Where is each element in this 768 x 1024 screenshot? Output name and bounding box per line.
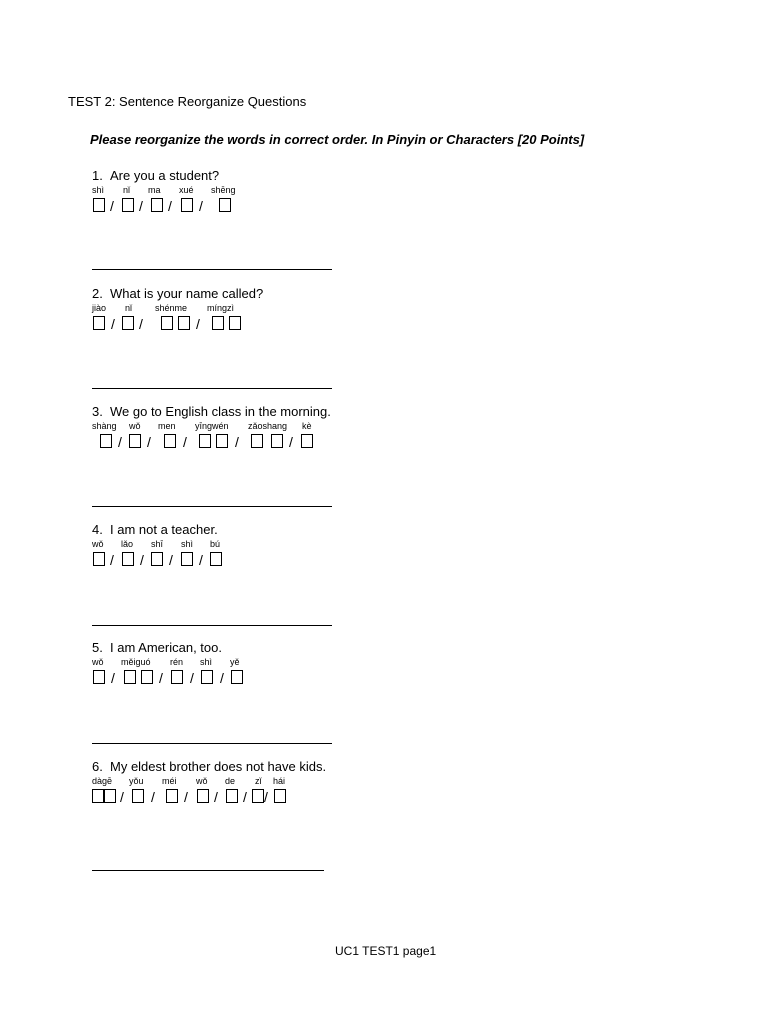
answer-line[interactable] [92, 743, 332, 744]
character-glyph [104, 789, 116, 803]
separator-slash: / [214, 789, 218, 805]
pinyin-word: jiào [92, 303, 107, 313]
character-glyph [251, 434, 263, 448]
pinyin-word: zǐ [255, 776, 262, 786]
pinyin-word: bú [210, 539, 221, 549]
pinyin-word: wǒ [92, 657, 104, 667]
character-glyph [129, 434, 141, 448]
character-glyph [212, 316, 224, 330]
pinyin-word: yīngwén [195, 421, 229, 431]
separator-slash: / [190, 670, 194, 686]
character-glyph [199, 434, 211, 448]
character-row [92, 668, 512, 688]
page-title: TEST 2: Sentence Reorganize Questions [68, 94, 307, 109]
separator-slash: / [139, 316, 143, 332]
character-glyph [229, 316, 241, 330]
pinyin-word: xué [179, 185, 194, 195]
instruction: Please reorganize the words in correct order. In Pinyin or Characters [20 Points] [90, 132, 585, 147]
separator-slash: / [264, 789, 268, 805]
separator-slash: / [120, 789, 124, 805]
character-glyph [231, 670, 243, 684]
character-glyph [271, 434, 283, 448]
character-glyph [164, 434, 176, 448]
separator-slash: / [289, 434, 293, 450]
separator-slash: / [199, 198, 203, 214]
separator-slash: / [110, 552, 114, 568]
character-row [92, 196, 512, 216]
character-glyph [122, 552, 134, 566]
separator-slash: / [243, 789, 247, 805]
character-glyph [274, 789, 286, 803]
pinyin-word: yě [230, 657, 240, 667]
character-glyph [252, 789, 264, 803]
separator-slash: / [147, 434, 151, 450]
question-5 [92, 639, 512, 688]
pinyin-row [92, 302, 512, 314]
pinyin-word: nǐ [125, 303, 133, 313]
question-4 [92, 521, 512, 570]
question-6 [92, 758, 512, 807]
character-glyph [166, 789, 178, 803]
separator-slash: / [140, 552, 144, 568]
page-footer: UC1 TEST1 page1 [335, 944, 437, 958]
pinyin-word: ma [148, 185, 161, 195]
character-glyph [93, 316, 105, 330]
character-glyph [216, 434, 228, 448]
separator-slash: / [220, 670, 224, 686]
pinyin-word: kè [302, 421, 312, 431]
pinyin-word: nǐ [123, 185, 131, 195]
question-prompt: I am American, too. [110, 640, 222, 655]
character-glyph [210, 552, 222, 566]
question-number: 3. [92, 404, 103, 419]
character-glyph [122, 316, 134, 330]
pinyin-word: hái [273, 776, 286, 786]
question-number: 2. [92, 286, 103, 301]
character-glyph [122, 198, 134, 212]
character-glyph [181, 198, 193, 212]
character-glyph [100, 434, 112, 448]
pinyin-word: shī [151, 539, 164, 549]
pinyin-word: wǒ [196, 776, 208, 786]
separator-slash: / [235, 434, 239, 450]
separator-slash: / [111, 670, 115, 686]
pinyin-word: lǎo [121, 539, 134, 549]
character-glyph [201, 670, 213, 684]
character-glyph [197, 789, 209, 803]
separator-slash: / [139, 198, 143, 214]
question-number: 1. [92, 168, 103, 183]
character-row [92, 314, 512, 334]
question-number: 5. [92, 640, 103, 655]
question-prompt: I am not a teacher. [110, 522, 218, 537]
question-number: 4. [92, 522, 103, 537]
separator-slash: / [199, 552, 203, 568]
pinyin-word: wǒ [92, 539, 104, 549]
pinyin-word: shénme [155, 303, 188, 313]
pinyin-word: men [158, 421, 176, 431]
separator-slash: / [184, 789, 188, 805]
character-glyph [161, 316, 173, 330]
character-glyph [151, 198, 163, 212]
question-number: 6. [92, 759, 103, 774]
character-glyph [219, 198, 231, 212]
pinyin-word: méi [162, 776, 177, 786]
character-glyph [178, 316, 190, 330]
pinyin-row [92, 538, 512, 550]
question-2 [92, 285, 512, 334]
pinyin-word: shì [200, 657, 213, 667]
separator-slash: / [159, 670, 163, 686]
separator-slash: / [196, 316, 200, 332]
character-glyph [124, 670, 136, 684]
character-glyph [93, 198, 105, 212]
pinyin-word: shàng [92, 421, 117, 431]
pinyin-word: zǎoshang [248, 421, 288, 431]
pinyin-word: dàgē [92, 776, 113, 786]
pinyin-row [92, 656, 512, 668]
answer-line[interactable] [92, 506, 332, 507]
character-glyph [171, 670, 183, 684]
character-glyph [92, 789, 104, 803]
answer-line[interactable] [92, 388, 332, 389]
separator-slash: / [168, 198, 172, 214]
answer-line[interactable] [92, 269, 332, 270]
question-prompt: What is your name called? [110, 286, 264, 301]
pinyin-row [92, 775, 512, 787]
question-3 [92, 403, 512, 452]
separator-slash: / [183, 434, 187, 450]
character-glyph [226, 789, 238, 803]
question-prompt: We go to English class in the morning. [110, 404, 331, 419]
pinyin-word: míngzì [207, 303, 235, 313]
pinyin-word: shēng [211, 185, 236, 195]
question-prompt: Are you a student? [110, 168, 220, 183]
question-1 [92, 167, 512, 216]
pinyin-word: wǒ [129, 421, 141, 431]
character-glyph [93, 670, 105, 684]
character-glyph [93, 552, 105, 566]
separator-slash: / [118, 434, 122, 450]
separator-slash: / [169, 552, 173, 568]
pinyin-row [92, 420, 512, 432]
pinyin-word: yǒu [129, 776, 144, 786]
separator-slash: / [110, 198, 114, 214]
pinyin-row [92, 184, 512, 196]
question-prompt: My eldest brother does not have kids. [110, 759, 327, 774]
character-glyph [181, 552, 193, 566]
character-row [92, 550, 512, 570]
character-glyph [151, 552, 163, 566]
answer-line[interactable] [92, 870, 324, 871]
pinyin-word: rén [170, 657, 184, 667]
pinyin-word: de [225, 776, 236, 786]
pinyin-word: shì [181, 539, 194, 549]
pinyin-word: měiguó [121, 657, 151, 667]
character-row [92, 787, 512, 807]
pinyin-word: shì [92, 185, 105, 195]
separator-slash: / [151, 789, 155, 805]
character-glyph [132, 789, 144, 803]
character-glyph [301, 434, 313, 448]
character-glyph [141, 670, 153, 684]
answer-line[interactable] [92, 625, 332, 626]
character-row [92, 432, 512, 452]
separator-slash: / [111, 316, 115, 332]
